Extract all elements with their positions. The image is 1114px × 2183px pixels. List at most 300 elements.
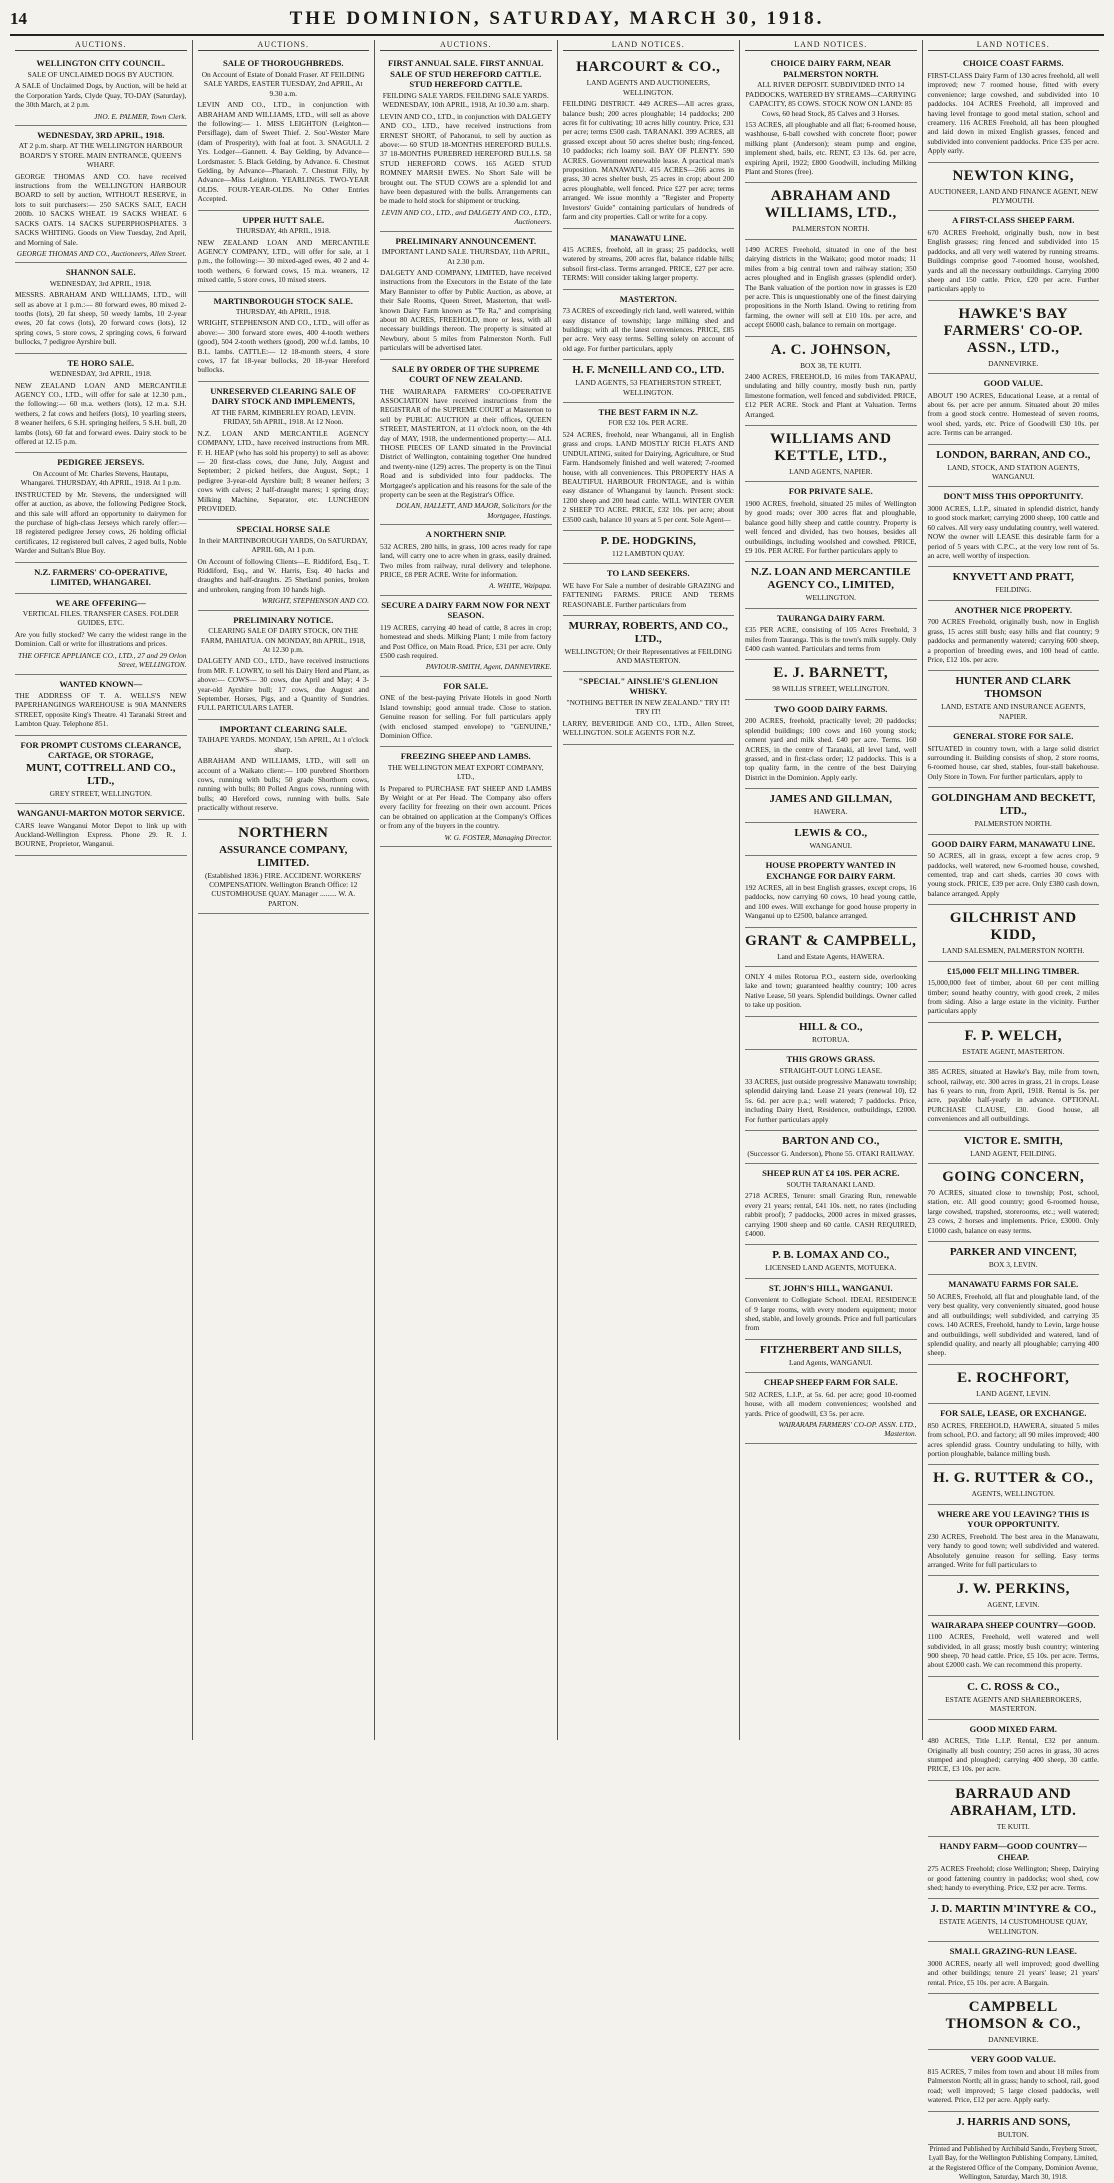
advertiser-name: JAMES AND GILLMAN, <box>769 793 893 806</box>
advertisement <box>745 1340 917 1373</box>
advertisement <box>563 531 735 564</box>
ad-heading: WAIRARAPA SHEEP COUNTRY—GOOD. <box>930 1619 1096 1630</box>
advertisement <box>928 727 1100 788</box>
ad-heading: PEDIGREE JERSEYS. <box>57 457 145 468</box>
ad-body: DALGETY AND CO., LTD., have received instructions from MR. F. LOWRY, to sell his Dairy Herd and Plant, as above:— COWS— 30 cows, due April and May; 4 3-year-old Ayrshire bull; 17 cows, due August and September. Horses, Pigs, and a Quantity of Sundries. FULL PARTICULARS LATER. <box>197 656 369 713</box>
ad-heading: WE ARE OFFERING— <box>55 597 146 608</box>
advertiser-name: P. DE. HODGKINS, <box>600 534 696 547</box>
advertisement <box>563 564 735 616</box>
ad-body: 3000 ACRES, nearly all well improved; good dwelling and other buildings; tenure 21 years' lease; 21 years' rental. Price, £5 10s. per acre. A Bargain. <box>927 1958 1099 1987</box>
advertiser-name: NEWTON KING, <box>952 167 1075 184</box>
ad-body: £35 PER ACRE, consisting of 105 Acres Freehold, 3 miles from Tauranga. This is the town's milk supply. Only £400 cash wanted. Particulars and terms from <box>745 625 917 654</box>
advertisement <box>928 1465 1100 1504</box>
ad-subheading: WELLINGTON. <box>805 593 857 603</box>
ad-heading: SALE OF THOROUGHBREDS. <box>222 58 344 69</box>
ad-heading: GENERAL STORE FOR SALE. <box>953 731 1074 742</box>
ad-subheading: ROTORUA. <box>812 1034 850 1044</box>
column-3 <box>375 40 558 1740</box>
ad-body: MESSRS. ABRAHAM AND WILLIAMS, LTD., will sell as above at 1 p.m.:— 80 forward ewes, 80 mixed 2-tooths (lots), 20 fat sheep, 50 weedy lambs, 10 2-year ewes, 20 fat cows (lots), 20 forward cows (lots), 12 spring cows, 5 store cows, 2 springing cows, 6 forward bullocks, 7 pedigree Ayrshire bull. <box>15 290 187 347</box>
ad-heading: CHEAP SHEEP FARM FOR SALE. <box>763 1377 898 1388</box>
advertisement <box>745 856 917 928</box>
ad-heading: UNRESERVED CLEARING SALE OF DAIRY STOCK AND IMPLEMENTS, <box>210 385 357 407</box>
ad-body: 532 ACRES, 280 hills, in grass, 100 acres ready for rape land, will carry one to acre when in grass, easily drained. Two miles from railway, rural delivery and telephone. PRICE, £8 PER ACRE. Write for information. <box>380 541 552 579</box>
ad-body: 1100 ACRES, Freehold, well watered and well subdivided, in all grass; mostly bush country; wintering 900 sheep, 70 head cattle. Price, £5 10s. per acre. Terms, about £2000 cash. We can recommend this property. <box>927 1632 1099 1670</box>
advertisement <box>745 609 917 661</box>
ad-body: 2400 ACRES, FREEHOLD, 16 miles from TAKAPAU, undulating and hilly country, mostly bush run, partly limestone formation, well fenced and subdivided. PRICE, £12 PER ACRE. Stock and Plant at Valuation. Terms Arranged. <box>745 371 917 419</box>
ad-heading: SECURE A DAIRY FARM NOW FOR NEXT SEASON. <box>381 599 551 621</box>
advertiser-name: WILLIAMS AND KETTLE, LTD., <box>770 430 892 464</box>
ad-subheading: SOUTH TARANAKI LAND. <box>786 1179 876 1189</box>
advertisement <box>745 1164 917 1245</box>
column-5 <box>740 40 923 1740</box>
ad-subheading: AGENTS, WELLINGTON. <box>971 1489 1055 1499</box>
ad-subheading: THURSDAY, 4th APRIL, 1918. <box>235 307 331 317</box>
ad-body: 50 ACRES, Freehold, all flat and ploughable land, of the very best quality, very conveniently situated, good house and all outbuildings; well subdivided, and carrying 35 cows. 140 ACRES, Freehold, handy to Levin, large house and outbuildings, well subdivided and watered, land of splendid quality, and nearly all ploughable; carrying 400 sheep. <box>927 1291 1099 1358</box>
ad-body: 119 ACRES, carrying 40 head of cattle, 8 acres in crop; homestead and sheds. Milking Plant; 1 mile from factory and Post Office, on Main Road. Price, £31 per acre. Only £500 cash required. <box>380 622 552 660</box>
ad-heading: FOR PROMPT CUSTOMS CLEARANCE, CARTAGE, OR STORAGE, <box>20 739 182 761</box>
ad-subheading: LAND AGENTS, 53 FEATHERSTON STREET, WELLINGTON. <box>575 378 722 397</box>
ad-body: 73 ACRES of exceedingly rich land, well watered, within easy distance of township; large milking shed and buildings; with all the latest conveniences. PRICE, £85 per acre. Very easy terms. Selling solely on account of old age. For further particulars, apply <box>562 306 734 353</box>
ad-body: LEVIN AND CO., LTD., in conjunction with DALGETY AND CO., LTD., have received instructions from ERNEST SHORT, of Pahoranui, to sell by auction as above:— 60 STUD 18-MONTHS HEREFORD BULLS. 37 18-MONTHS PUREBRED HEREFORD BULLS. 58 STUD HEREFORD COWS. 165 AGED STUD ROMNEY MARSH EWES. No Short Sale will be brought out. The STUD COWS are a splendid lot and have been depastured with the bulls. Arrangements can be made to hold stock for shipment or trucking. <box>380 111 552 206</box>
ad-body: DALGETY AND COMPANY, LIMITED, have received instructions from the Executors in the Estate of the late Mary Bannister to offer by Public Auction, as above, at their Sale Rooms, Queen Street, Masterton, that well-known Dairy Farm known as "Te Ra," and comprising about 80 ACRES, FREEHOLD, more or less, with all necessary buildings thereon. The property is situated at Newbury, about 5 miles from Palmerston North. Full particulars will be advertised later. <box>380 267 552 353</box>
ad-heading: A NORTHERN SNIP. <box>425 529 506 540</box>
ad-body: SITUATED in country town, with a large solid district surrounding it. Building consists of shop, 2 store rooms, 6-roomed house, car shed, stables, four-stall bakehouse. Only Store in Town. For further particulars, apply to <box>927 743 1099 781</box>
ad-heading: CHOICE DAIRY FARM, NEAR PALMERSTON NORTH. <box>770 58 891 79</box>
advertiser-name: BARTON AND CO., <box>782 1135 880 1147</box>
ad-body: 385 ACRES, situated at Hawke's Bay, mile from town, school, railway, etc. 300 acres in grass, 21 in crops. Lease has 6 years to run, from April, 1918. Rental is 5s. per acre, payable half-yearly in advance. OPTIONAL PURCHASE CLAUSE, £30. Good house, all conveniences and all outbuildings. <box>927 1067 1099 1124</box>
ad-subheading: 98 WILLIS STREET, WELLINGTON. <box>772 684 890 694</box>
advertisement <box>15 126 187 263</box>
ad-heading: DON'T MISS THIS OPPORTUNITY. <box>943 491 1083 502</box>
ad-body: 192 ACRES, all in best English grasses, except crops, 16 paddocks, now carrying 60 cows, 10 head young cattle, and 100 ewes. Will exchange for good house property in Wanganui up to £2500, balance arranged. <box>745 883 917 921</box>
ad-heading: WELLINGTON CITY COUNCIL. <box>36 58 166 69</box>
advertisement <box>928 1677 1100 1720</box>
advertiser-name: HILL & CO., <box>798 1020 863 1033</box>
ad-subheading: DANNEVIRKE. <box>988 2034 1039 2044</box>
ad-subheading: GREY STREET, WELLINGTON. <box>49 788 152 798</box>
advertiser-name: LONDON, BARRAN, AND CO., <box>936 448 1091 461</box>
advertisement <box>198 211 370 292</box>
ad-body: 480 ACRES, Title L.I.P. Rental, £32 per annum. Originally all bush country; 250 acres in grass, 30 acres stumped and ploughed; carrying 400 sheep, 30 cattle. PRICE, £3 10s. per acre. <box>927 1736 1099 1774</box>
advertisement <box>745 54 917 183</box>
ad-subheading: PALMERSTON NORTH. <box>974 819 1052 829</box>
advertisement <box>928 788 1100 834</box>
ad-heading: GOOD VALUE. <box>983 378 1043 389</box>
ad-heading: WANTED KNOWN— <box>59 678 143 689</box>
advertisement <box>928 1576 1100 1615</box>
advertisement <box>745 1017 917 1050</box>
ad-subheading: THURSDAY, 4th APRIL, 1918. <box>235 226 331 236</box>
ad-body: 1490 ACRES Freehold, situated in one of the best dairying districts in the Waikato; good motor roads; 11 miles from a big central town and railway station; 350 acres ploughed and in English grasses (splendid order). The Bank valuation of the portion now in grasses is £20 per acre. This is unquestionably one of the finest dairying propositions in the North Island. Owing to retiring from farming, the owner will sell at £10 10s. per acre, and accept £6000 cash, balance to remain on mortgage. <box>745 244 917 330</box>
ad-subheading: Land and Estate Agents, HAWERA. <box>777 951 885 961</box>
advertisement <box>928 1062 1100 1130</box>
column-heading: AUCTIONS. <box>380 40 552 51</box>
ad-heading: TWO GOOD DAIRY FARMS. <box>774 703 888 714</box>
advertisement <box>15 354 187 454</box>
ad-subheading: AGENT, LEVIN. <box>987 1600 1040 1610</box>
ad-heading: ANOTHER NICE PROPERTY. <box>954 604 1073 615</box>
ad-body: ONLY 4 miles Rotorua P.O., eastern side, overlooking lake and town; guaranteed healthy country; 100 acres Native Lease, 50 years. Splendid buildings. Owner called to take up position. <box>745 972 917 1010</box>
ad-body: 70 ACRES, situated close to township; Post, school, station, etc. All good country; good 6-roomed house, large cowshed, trapshed, storerooms, etc.; well watered; 23 cows, 2 horses and implements. Price, £3000. Only £1000 cash, balance on easy terms. <box>927 1188 1099 1235</box>
advertiser-name: C. C. ROSS & CO., <box>967 1680 1060 1693</box>
ad-heading: IMPORTANT CLEARING SALE. <box>219 723 348 734</box>
ad-body: Are you fully stocked? We carry the widest range in the Dominion. Call or write for illustrations and prices. <box>15 629 187 649</box>
advertisement <box>928 54 1100 162</box>
ad-body: WE have For Sale a number of desirable GRAZING and FATTENING FARMS. PRICE AND TERMS REASONABLE. Further particulars from <box>562 580 734 609</box>
ad-subheading: ALL RIVER DEPOSIT. SUBDIVIDED INTO 14 PADDOCKS, WATERED BY STREAMS—CARRYING CAPACITY, 85 COWS. STOCK NOW ON LAND: 85 Cows, 60 head Stock, 85 Calves and 3 Horses. <box>745 80 917 118</box>
advertisement <box>198 611 370 720</box>
ad-subheading: LAND, STOCK, AND STATION AGENTS, WANGANUI. <box>947 462 1080 482</box>
ad-body: 3000 ACRES, L.I.P., situated in splendid district, handy to good stock market; carrying 2000 sheep, 100 cattle and 60 calves. All very easy undulating country, well watered. NOW the owner will LEASE this desirable farm for a period of 5 years with C.P.C., at the very low rent of 5s. an acre, well worthy of inspection. <box>927 503 1099 560</box>
advertisement <box>745 823 917 856</box>
ad-body: ABRAHAM AND WILLIAMS, LTD., will sell on account of a Waikato client:— 100 purebred Shorthorn cows, running with bulls; 50 grade Shorthorn cows, running with bulls; 80 Polled Angus cows, running with bulls; 40 Hereford cows, running with bulls. Sale practically without reserve. <box>197 756 369 813</box>
ad-subheading: 112 LAMBTON QUAY. <box>612 548 685 558</box>
advertisement <box>563 54 735 228</box>
advertisement <box>928 1131 1100 1164</box>
ad-heading: FREEZING SHEEP AND LAMBS. <box>400 751 531 762</box>
ad-subheading: AT 2 p.m. sharp. AT THE WELLINGTON HARBOUR BOARD'S Y STORE. MAIN ENTRANCE, QUEEN'S WHARF. <box>18 141 183 170</box>
advertisement <box>928 1023 1100 1062</box>
advertisement <box>563 360 735 403</box>
ad-body: 33 ACRES, just outside progressive Manawatu township; splendid dairying land. Lease 21 years (renewal 10), £2 5s. 6d. per acre p.a.; well watered; 7 paddocks. Price, including Dairy Herd, Residence, outbuildings, £2000. For further particulars apply <box>745 1076 917 1124</box>
advertiser-name: KNYVETT AND PRATT, <box>952 571 1074 584</box>
column-1 <box>10 40 193 1740</box>
column-heading: LAND NOTICES. <box>745 40 917 51</box>
ad-heading: "SPECIAL" AINSLIE'S GLENLION WHISKY. <box>578 675 718 697</box>
ad-signature: PAVIOUR-SMITH, Agent, DANNEVIRKE. <box>425 662 552 672</box>
advertisement <box>198 292 370 382</box>
ad-subheading: BULTON. <box>997 2129 1029 2139</box>
advertisement <box>745 660 917 699</box>
ad-body: 15,000,000 feet of timber, about 60 per cent milling timber; sound heathy country, with good creek, 2 miles from siding. Also a large estate in the vicinity. Further particulars apply <box>927 978 1099 1016</box>
ad-heading: WHERE ARE YOU LEAVING? THIS IS YOUR OPPORTUNITY. <box>937 1508 1090 1530</box>
ad-signature: LEVIN AND CO., LTD., and DALGETY AND CO., LTD., Auctioneers. <box>381 207 552 227</box>
ad-subheading: LAND, ESTATE AND INSURANCE AGENTS, NAPIER. <box>941 702 1086 721</box>
masthead <box>10 8 1104 36</box>
ad-subheading: WELLINGTON; Or their Representatives at FEILDING AND MASTERTON. <box>564 647 733 666</box>
ad-heading: WANGANUI-MARTON MOTOR SERVICE. <box>16 808 185 819</box>
column-6 <box>923 40 1105 2182</box>
ad-body: Convenient to Collegiate School. IDEAL RESIDENCE of 9 large rooms, with every modern equipment; motor shed, stable, and lovely grounds. Price and full particulars from <box>745 1295 917 1333</box>
ad-heading: SHANNON SALE. <box>65 267 136 278</box>
ad-heading: CHOICE COAST FARMS. <box>962 58 1064 69</box>
advertisement <box>928 567 1100 600</box>
ad-heading: £15,000 FELT MILLING TIMBER. <box>947 965 1080 976</box>
ad-subheading: HAWERA. <box>813 807 848 817</box>
advertisement <box>15 675 187 736</box>
advertisement <box>15 594 187 675</box>
advertisement <box>928 1275 1100 1364</box>
ad-heading: MANAWATU LINE. <box>610 232 687 243</box>
advertisement <box>380 232 552 360</box>
advertisement <box>380 54 552 231</box>
ad-heading: A FIRST-CLASS SHEEP FARM. <box>952 215 1075 226</box>
ad-body: 200 ACRES, freehold, practically level; 20 paddocks; splendid buildings; 100 cows and 160 young stock; cement yard and milk shed. £40 per acre. Terms. 160 ACRES, in the centre of Taranaki, all level land, well grassed, and in first-class order; 12 paddocks. This is a top quality farm, in the centre of the best Dairying District in the Dominion. Apply early. <box>745 716 917 782</box>
advertiser-name: E. J. BARNETT, <box>773 665 889 682</box>
ad-body: NEW ZEALAND LOAN AND MERCANTILE AGENCY CO., LTD., will offer for sale at 12.30 p.m., the following:— 60 m.a. wethers (lots), 12 m.a. S.H. wethers, 2 fat cows and heifers (lots), 10 yearling steers, 8 weaner heifers, 6 S.H. springing heifers, 5 S.H. bull, 20 lambs (lots), 60 fat and forward ewes. Dairy stock to be offered at 12.15 p.m. <box>15 380 187 446</box>
ad-body: Is Prepared to PURCHASE FAT SHEEP AND LAMBS By Weight or at Per Head. The Company also offers every facility for freezing on their own account. Prices can be obtained on application at the Company's Offices or from any of the buyers in the country. <box>380 783 552 831</box>
advertisement <box>928 1404 1100 1465</box>
advertiser-name: ABRAHAM AND WILLIAMS, LTD., <box>764 188 897 222</box>
advertisement <box>198 382 370 520</box>
ad-heading: ST. JOHN'S HILL, WANGANUI. <box>768 1282 893 1293</box>
ad-subheading: WEDNESDAY, 3rd APRIL, 1918. <box>49 278 152 288</box>
ad-heading: UPPER HUTT SALE. <box>242 214 325 225</box>
column-2 <box>193 40 376 1740</box>
ad-body: ONE of the best-paying Private Hotels in good North Island township; good annual trade. Close to station. Genuine reason for selling. For full particulars apply (with enclosed stamped envelope) to "GENUINE," Dominion Office. <box>380 693 552 740</box>
ad-subheading: TAIHAPE YARDS. MONDAY, 15th APRIL, At 1 o'clock sharp. <box>197 735 369 754</box>
ad-body: LARRY, BEVERIDGE AND CO., LTD., Allen Street, WELLINGTON. SOLE AGENTS FOR N.Z. <box>562 718 734 738</box>
advertisement <box>380 677 552 748</box>
ad-body: 153 ACRES, all ploughable and all flat; 6-roomed house, washhouse, 6-ball cowshed with concrete floor; power milking plant (Anderson); steam pump and engine, implement shed, bails, etc. RENT, £3 13s. 6d. per acre, expiring April, 1922; £800 Goodwill, including Milking Plant and Stores (free). <box>745 120 917 177</box>
ad-heading: TO LAND SEEKERS. <box>606 568 690 579</box>
ad-body: N.Z. LOAN AND MERCANTILE AGENCY COMPANY, LTD., have received instructions from MR. F. H. HEAP (who has sold his property) to sell as above:— 20 first-class cows, due June, July, August and September; 2 picked heifers, due August, Sept.; 1 pedigree 3-year-old Ayrshire bull; 8 weaner heifers; 3 cows with calves; 2 half-draught mares; 1 spring dray; Milking Machine, Separator, etc. LUNCHEON PROVIDED. <box>197 428 369 513</box>
ad-signature: A. WHITE, Waipapa. <box>489 581 552 591</box>
ad-heading: FOR PRIVATE SALE. <box>788 486 873 497</box>
ad-body: GEORGE THOMAS AND CO. have received instructions from the WELLINGTON HARBOUR BOARD to sell by auction, WITHOUT RESERVE, in lots to suit purchasers:— 250 SACKS SALT, EACH 200lb. 10 SACKS WHEAT. 19 SACKS WHEAT. 6 SACKS OATS. 14 SACKS SUPERPHOSPHATES. 3 SACKS WHITING. Goods on View Tuesday, 2nd April, and Morning of Sale. <box>15 171 187 247</box>
ad-body: 230 ACRES, Freehold. The best area in the Manawatu, very handy to good town; well subdivided and watered. Absolutely genuine reason for selling. Easy terms arranged. Write for full particulars to <box>927 1531 1099 1569</box>
column-4 <box>558 40 741 1740</box>
ad-signature: WAIRARAPA FARMERS' CO-OP. ASSN. LTD., Masterton. <box>778 1420 917 1439</box>
page-number: 14 <box>10 9 27 28</box>
ad-heading: FOR SALE. <box>443 680 489 691</box>
ad-body: CARS leave Wanganui Motor Depot to link up with Auckland-Wellington Express. Phone 29. R. J. BOURNE, Proprietor, Wanganui. <box>15 820 187 849</box>
ad-heading: TE HORO SALE. <box>67 357 135 368</box>
ad-subheading: LAND AGENTS AND AUCTIONEERS, WELLINGTON. <box>586 78 710 97</box>
ad-heading: TAURANGA DAIRY FARM. <box>776 612 885 623</box>
ad-heading: WEDNESDAY, 3RD APRIL, 1918. <box>37 129 165 140</box>
advertisement <box>745 1373 917 1444</box>
advertisement <box>928 1994 1100 2050</box>
advertisement <box>928 2050 1100 2111</box>
advertiser-name: J. W. PERKINS, <box>956 1581 1070 1598</box>
ad-subheading: LAND AGENT, LEVIN. <box>976 1388 1051 1398</box>
advertiser-name: PARKER AND VINCENT, <box>949 1246 1077 1259</box>
advertiser-name: H. F. McNEILL AND CO., LTD. <box>572 364 725 377</box>
ad-body: NEW ZEALAND LOAN AND MERCANTILE AGENCY COMPANY, LTD., will offer for sale, at 1 p.m., the following:— 30 mixed-aged ewes, 40 2 and 4-tooth wethers, 6 forward cows, 15 m.a. weaners, 12 mixed cattle, 5 store cows, 10 mixed steers. <box>197 237 369 285</box>
advertiser-name: GILCHRIST AND KIDD, <box>949 910 1077 944</box>
advertisement <box>15 563 187 594</box>
newspaper-title: THE DOMINION, SATURDAY, MARCH 30, 1918. <box>289 8 825 29</box>
advertisement <box>563 616 735 672</box>
ad-body: THE WAIRARAPA FARMERS' CO-OPERATIVE ASSOCIATION have received instructions from the REGISTRAR of the SUPREME COURT at Masterton to sell by PUBLIC AUCTION at their offices, QUEEN STREET, MASTERTON, at 11 o'clock noon, on the 4th day of MAY, 1918, the undermentioned property:— ALL THOSE PIECES OF LAND situated in the Provincial District of Wellington, containing together One hundred and twenty-nine (129) acres. The property is on the Tinui Road and is subdivided into four paddocks. The Mortgagee's application and his reasons for the sale of the property can be seen at the Registrar's Office. <box>380 386 552 500</box>
advertisement <box>745 1245 917 1278</box>
ad-subheading: SALE OF UNCLAIMED DOGS BY AUCTION. <box>27 69 174 79</box>
advertisement <box>563 229 735 290</box>
ad-heading: HOUSE PROPERTY WANTED IN EXCHANGE FOR DAIRY FARM. <box>765 860 896 881</box>
ad-subheading: VERTICAL FILES. TRANSFER CASES. FOLDER GUIDES, ETC. <box>22 609 179 628</box>
advertisement <box>745 562 917 608</box>
advertisement <box>928 1164 1100 1242</box>
advertisement <box>928 374 1100 445</box>
ad-heading: SPECIAL HORSE SALE <box>236 524 331 535</box>
advertisement <box>928 1505 1100 1577</box>
advertiser-name: GOING CONCERN, <box>942 1169 1085 1185</box>
advertiser-name: A. C. JOHNSON, <box>770 341 891 358</box>
advertisement <box>928 601 1100 672</box>
advertisement <box>563 290 735 361</box>
advertisement <box>745 928 917 967</box>
advertiser-name: GOLDINGHAM AND BECKETT, LTD., <box>931 792 1096 818</box>
advertisement <box>928 2112 1100 2145</box>
ad-body: 50 ACRES, all in grass, except a few acres crop, 9 paddocks, well watered, new 6-roomed house, cowshed, cemented, trap and cart sheds, carries 30 cows with young stock. PRICE, £39 per acre. Only £380 cash down, balance arranged. Apply <box>927 851 1099 898</box>
ad-subheading: On Account of Estate of Donald Fraser. AT FEILDING SALE YARDS, EASTER TUESDAY, 2nd APRIL, At 9.30 a.m. <box>201 69 365 98</box>
advertisement <box>745 1131 917 1164</box>
ad-heading: SALE BY ORDER OF THE SUPREME COURT OF NEW ZEALAND. <box>392 363 540 385</box>
advertiser-name: ASSURANCE COMPANY, LIMITED. <box>219 843 348 869</box>
advertisement <box>380 360 552 526</box>
ad-heading: MANAWATU FARMS FOR SALE. <box>948 1279 1079 1290</box>
advertisement <box>15 54 187 126</box>
advertisement <box>928 301 1100 374</box>
ad-heading: VERY GOOD VALUE. <box>970 2054 1056 2065</box>
ad-subheading: STRAIGHT-OUT LONG LEASE. <box>779 1065 882 1075</box>
columns-container <box>10 40 1104 2182</box>
advertiser-name: FITZHERBERT AND SILLS, <box>759 1343 902 1356</box>
advertisement <box>928 211 1100 300</box>
advertiser-name: HUNTER AND CLARK THOMSON <box>955 675 1071 701</box>
advertiser-name: MUNT, COTTRELL AND CO., LTD., <box>25 761 176 787</box>
column-heading: AUCTIONS. <box>198 40 370 51</box>
ad-subheading: FOR £32 10s. PER ACRE. <box>608 418 689 428</box>
ad-body: ABOUT 190 ACRES, Educational Lease, at a rental of about 6s. per acre per annum. Situated about 20 miles from a good stock centre. Homestead of seven rooms, wool shed, yards, etc. Price of Goodwill £30 10s. per acre. Terms can be arranged. <box>927 390 1099 438</box>
ad-body: 1900 ACRES, freehold, situated 25 miles of Wellington by good roads; over 300 acres flat and ploughable, balance good hilly sheep and cattle country. Property is well fenced and divided, has two houses, besides all outbuildings, including woolshed and cowshed. PRICE, £9 10s. PER ACRE. For further particulars apply to <box>745 498 917 555</box>
ad-signature: DOLAN, HALLETT, AND MAJOR, Solicitors for the Mortgagee, Hastings. <box>395 501 552 520</box>
ad-heading: GOOD MIXED FARM. <box>969 1723 1057 1734</box>
ad-body: THE ADDRESS OF T. A. WELLS'S NEW PAPERHANGINGS WAREHOUSE is 90A MANNERS STREET, opposite King's Theatre. 41 Taranaki Street and Lambton Quay. Telephone 851. <box>15 691 187 729</box>
ad-body: FIRST-CLASS Dairy Farm of 130 acres freehold, all well improved; new 7 roomed house, fitted with every convenience; large cowshed, and subdivided into 10 paddocks. 104 ACRES Freehold, all improved and having level frontage to good metal station, school and creamery. 116 ACRES Freehold, all has been ploughed and laid down in mixed English grasses, fenced and subdivided into convenient paddocks. Price £35 per acre. Apply early. <box>927 70 1099 156</box>
advertisement <box>928 835 1100 906</box>
ad-body: 670 ACRES Freehold, originally bush, now in best English grasses; ring fenced and subdivided into 15 paddocks, and all very well watered by running streams. Buildings comprise good 7-roomed house, woolshed, yards and all the necessary outbuildings. Carrying 2000 sheep and 150 cattle. Price, £20 per acre. Further particulars apply to <box>927 227 1099 294</box>
column-heading: LAND NOTICES. <box>928 40 1100 51</box>
advertisement <box>928 163 1100 212</box>
advertiser-name: J. HARRIS AND SONS, <box>956 2115 1071 2128</box>
advertisement <box>15 804 187 856</box>
ad-body: 815 ACRES, 7 miles from town and about 18 miles from Palmerston North; all in grass; handy to school, rail, good road; well improved; 5 large closed paddocks, well watered. Price, £12 per acre. Apply early. <box>927 2066 1099 2105</box>
advertisement <box>928 1781 1100 1837</box>
ad-body: On Account of following Clients—E. Riddiford, Esq., T. Riddiford, Esq., and W. Harris, Esq. 40 hacks and draughts and half-draughts. 25 Shetland ponies, broken and unbroken, ranging from 10 hands high. <box>197 556 369 594</box>
advertisement <box>380 596 552 677</box>
ad-subheading: AUCTIONEER, LAND AND FINANCE AGENT, NEW PLYMOUTH. <box>928 186 1098 205</box>
advertiser-name: MURRAY, ROBERTS, AND CO., LTD., <box>568 620 728 646</box>
advertisement <box>198 720 370 820</box>
advertisement <box>563 403 735 531</box>
ad-heading: SMALL GRAZING-RUN LEASE. <box>949 1946 1077 1957</box>
ad-subheading: BOX 38, TE KUITI. <box>800 360 862 370</box>
ad-body: 502 ACRES, L.I.P., at 5s. 6d. per acre; good 10-roomed house, with all modern conveniences; woolshed and yards. Price of goodwill, £3 5s. per acre. <box>745 1389 917 1418</box>
advertisement <box>745 967 917 1017</box>
ad-subheading: LAND SALESMEN, PALMERSTON NORTH. <box>942 946 1085 956</box>
ad-subheading: ESTATE AGENT, MASTERTON. <box>962 1046 1065 1056</box>
advertisement <box>928 1616 1100 1677</box>
advertiser-name: BARRAUD AND ABRAHAM, LTD. <box>950 1785 1077 1819</box>
advertisement <box>745 240 917 337</box>
ad-heading: HANDY FARM—GOOD COUNTRY—CHEAP. <box>939 1841 1087 1862</box>
advertisement <box>928 445 1100 488</box>
ad-subheading: IMPORTANT LAND SALE. THURSDAY, 11th APRIL, At 2.30 p.m. <box>381 247 550 266</box>
ad-subheading: In their MARTINBOROUGH YARDS, On SATURDAY, APRIL 6th, At 1 p.m. <box>198 535 368 555</box>
advertisement <box>928 1942 1100 1994</box>
ad-signature: GEORGE THOMAS AND CO., Auctioneers, Allen Street. <box>16 248 187 258</box>
ad-body: 415 ACRES, freehold, all in grass; 25 paddocks, well watered by streams, 200 acres flat, balance ridable hills; subsoil first-class. Terms arranged. PRICE, £27 per acre. TERMS: Will consider taking larger property. <box>562 245 734 283</box>
advertisement <box>198 54 370 210</box>
ad-subheading: CLEARING SALE OF DAIRY STOCK, ON THE FARM, PAHIATUA. ON MONDAY, 8th APRIL, 1918, At 12.30 p.m. <box>201 626 366 654</box>
advertiser-name: NORTHERN <box>238 824 329 841</box>
advertiser-name: P. B. LOMAX AND CO., <box>772 1249 890 1262</box>
advertisement <box>745 482 917 562</box>
advertisement <box>928 671 1100 727</box>
ad-subheading: AT THE FARM, KIMBERLEY ROAD, LEVIN. FRIDAY, 5th APRIL, 1918. At 12 Noon. <box>211 407 356 427</box>
ad-subheading: DANNEVIRKE. <box>988 358 1039 368</box>
ad-subheading: WANGANUI. <box>809 840 852 850</box>
ad-subheading: On Account of Mr. Charles Stevens, Hautapu, Whangarei. THURSDAY, 4th APRIL, 1918. At 1 p.m. <box>20 468 181 488</box>
ad-subheading: TE KUITI. <box>996 1821 1030 1831</box>
ad-signature: W. G. FOSTER, Managing Director. <box>444 832 552 842</box>
ad-subheading: WEDNESDAY, 3rd APRIL, 1918. <box>49 369 152 379</box>
ad-body: A SALE of Unclaimed Dogs, by Auction, will be held at the Corporation Yards, Clyde Quay, TO-DAY (Saturday), the 30th March, at 2 p.m. <box>15 81 187 110</box>
ad-subheading: "NOTHING BETTER IN NEW ZEALAND." TRY IT! TRY IT! <box>566 697 730 717</box>
advertisement <box>928 487 1100 567</box>
column-heading: AUCTIONS. <box>15 40 187 51</box>
ad-body: LEVIN AND CO., LTD., in conjunction with ABRAHAM AND WILLIAMS, LTD., will sell as above the following:— 1. MISS LEIGHTON (Leighton—Persiflage), dam of Sweet Thief. 2. Sou'-Wester Mare (dam of Prosperity), with foal at foot. 3. SNAGULL 2 Yrs. Lodger—Gannett. 4. Bay Gelding, by Advance—Lordsmaster. 5. Black Gelding, by Advance. 6. Chestnut Gelding, by Advance—Pharaoh. 7. Chestnut Filly, by Advance—Miss Leighton. YEARLINGS. TWO-YEAR OLDS. FOUR-YEAR-OLDS. No Other Entries Accepted. <box>197 100 369 204</box>
advertisement <box>380 525 552 596</box>
advertiser-name: CAMPBELL THOMSON & CO., <box>945 1998 1081 2032</box>
advertisement <box>745 1279 917 1340</box>
advertisement <box>745 789 917 822</box>
ad-subheading: LICENSED LAND AGENTS, MOTUEKA. <box>765 1263 897 1273</box>
advertisement <box>15 453 187 562</box>
ad-heading: FOR SALE, LEASE, OR EXCHANGE. <box>940 1408 1087 1419</box>
ad-subheading: (Successor G. Anderson), Phone 55. OTAKI RAILWAY. <box>747 1149 915 1158</box>
ad-subheading: ESTATE AGENTS AND SHAREBROKERS, MASTERTON. <box>945 1694 1082 1714</box>
ad-subheading: LAND AGENTS, NAPIER. <box>789 466 873 476</box>
advertiser-name: E. ROCHFORT, <box>957 1369 1070 1386</box>
ad-heading: THIS GROWS GRASS. <box>786 1054 876 1065</box>
ad-signature: JNO. E. PALMER, Town Clerk. <box>94 111 187 121</box>
ad-heading: THE BEST FARM IN N.Z. <box>598 406 698 417</box>
ad-subheading: (Established 1836.) FIRE. ACCIDENT. WORKERS' COMPENSATION. Wellington Branch Office: 12 CUSTOMHOUSE QUAY. Manager ......... W. A. PARTON. <box>205 870 362 908</box>
ad-body: FEILDING DISTRICT. 449 ACRES—All acres grass, balance bush; 200 acres ploughable; 14 paddocks; 200 acres fit for cultivating; 10 acres hilly country. Price, £31 per acre; terms £500 cash. TARANAKI. 399 ACRES, all grassed except about 50 acres shelter bush; ring-fenced, 10 paddocks; rich loamy soil. BAY OF PLENTY. 590 ACRES. Government renewable lease. A practical man's proposition. MANAWATU. 415 ACRES—266 acres in grass, 30 acres shelter bush, 25 acres in crop; about 200 acres ploughable, well fenced. Price £27 per acre; terms arranged. We issue monthly a "Register and Property Investors' Guide" containing particulars of hundreds of farm and city properties. Call or write for a copy. <box>562 99 734 222</box>
advertiser-name: HARCOURT & CO., <box>576 59 721 76</box>
advertisement <box>198 820 370 915</box>
ad-subheading: Land Agents, WANGANUI. <box>788 1357 873 1367</box>
ad-body: 524 ACRES, freehold, near Whanganui, all in English grass and crops. LAND MOSTLY RICH FLATS AND UNDULATING, suited for Dairying, Agriculture, or Stud Farm. Handsomely finished and well watered; 7-roomed house, with all conveniences. This PROPERTY HAS A BEAUTIFUL HARBOUR FRONTAGE, and is within easy distance of Whanganui by launch. Present stock: 1200 sheep and 200 head cattle. WILL WINTER OVER 2 SHEEP TO ACRE. PRICE, £32 10s. per acre; about £3500 cash, balance 10 years at 5 per cent. Sole Agent— <box>562 429 734 524</box>
advertiser-name: H. G. RUTTER & CO., <box>933 1470 1094 1487</box>
advertisement <box>928 1242 1100 1275</box>
column-heading: LAND NOTICES. <box>563 40 735 51</box>
advertisement <box>928 1899 1100 1942</box>
ad-heading: MARTINBOROUGH STOCK SALE. <box>213 295 353 306</box>
advertisement <box>745 183 917 239</box>
advertisement <box>745 700 917 789</box>
ad-subheading: FEILDING SALE YARDS. FEILDING SALE YARDS. WEDNESDAY, 10th APRIL, 1918, At 10.30 a.m. sharp. <box>382 90 550 110</box>
ad-body: WRIGHT, STEPHENSON AND CO., LTD., will offer as above:— 300 forward store ewes, 400 4-tooth wethers (good), 504 2-tooth wethers (good), 200 w.f.d. lambs, 10 B.L. lambs. CATTLE:— 12 18-month steers, 4 store cows, 17 fat 18-year bullocks, 20 18-year Hereford bullocks. <box>197 318 369 375</box>
ad-subheading: LAND AGENT, FEILDING. <box>970 1148 1057 1158</box>
advertiser-name: VICTOR E. SMITH, <box>963 1134 1063 1147</box>
ad-heading: FIRST ANNUAL SALE. FIRST ANNUAL SALE OF STUD HEREFORD CATTLE. STUD HEREFORD CATTLE. <box>387 58 544 90</box>
printer-imprint: Printed and Published by Archibald Sando, Freyberg Street, Lyall Bay, for the Wellington Publishing Company, Limited, at the Registered Office of the Company, Dominion Avenue, Wellington, Saturday, March 30, 1918. <box>928 2144 1098 2182</box>
ad-heading: PRELIMINARY NOTICE. <box>233 614 334 625</box>
advertisement <box>928 1365 1100 1404</box>
advertisement <box>928 905 1100 961</box>
advertiser-name: N.Z. LOAN AND MERCANTILE AGENCY CO., LIMITED, <box>750 566 911 592</box>
advertisement <box>928 1720 1100 1781</box>
ad-heading: SHEEP RUN AT £4 10S. PER ACRE. <box>762 1168 900 1179</box>
ad-body: INSTRUCTED by Mr. Stevens, the undersigned will offer at auction, as above, the following Pedigree Stock, and this sale will afford an opportunity to dairymen for the purchase of high-class Jerseys which rarely offer:— 18 registered pedigree Jersey cows, 26 holding official certificates, 12 registered bull calves, 2 aged bulls, Noble Warder and Sultan's Blue Boy. <box>15 489 187 556</box>
advertisement <box>15 736 187 804</box>
ad-body: 275 ACRES Freehold; close Wellington; Sheep, Dairying or good fattening country in paddocks; wool shed, cow shed; handy to everything. Price, £32 per acre. Terms. <box>927 1864 1099 1893</box>
advertisement <box>928 1837 1100 1899</box>
